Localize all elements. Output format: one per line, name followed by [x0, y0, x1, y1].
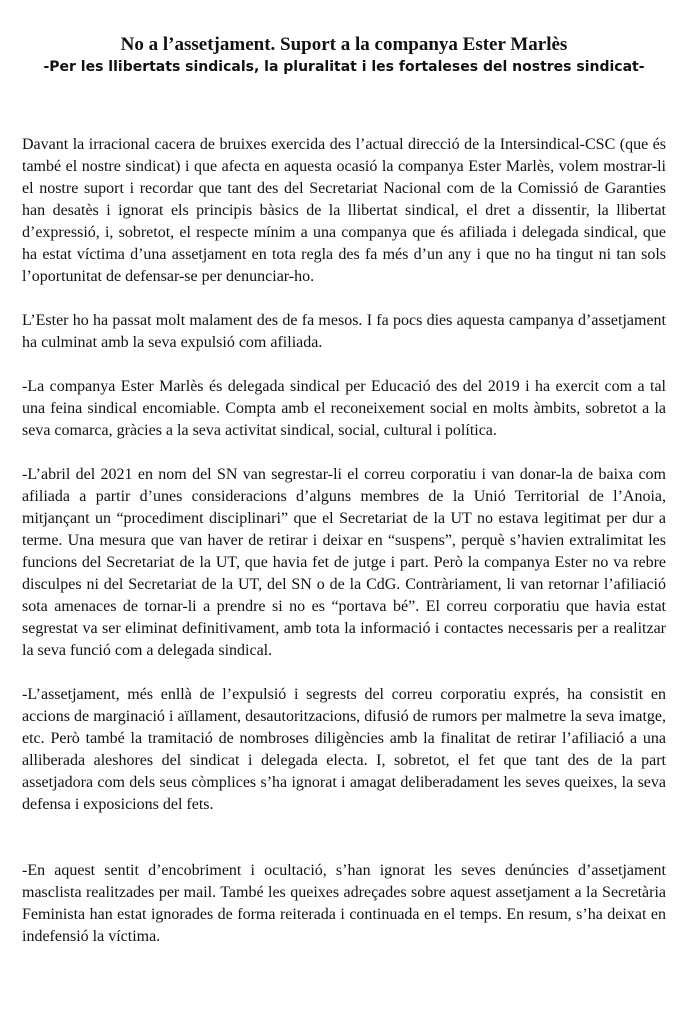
- document-subtitle: -Per les llibertats sindicals, la pluralitat i les fortaleses del nostres sindicat-: [43, 59, 645, 75]
- paragraph-intro: Davant la irracional cacera de bruixes exercida des l’actual direcció de la Intersindical-CSC (que és també el nostre sindicat) i que afecta en aquesta ocasió la companya Ester Marlès, volem mostrar-li el nostre suport i recordar que tant des del Secretariat Nacional com de la Comissió de Garanties han desatès i ignorat els principis bàsics de la llibertat sindical, el dret a dissentir, la llibertat d’expressió, i, sobretot, el respecte mínim a una companya que és afiliada i delegada sindical, que ha estat víctima d’una assetjament en tota regla des fa més d’un any i que no ha tingut ni tan sols l’oportunitat de defensar-se per denunciar-ho.: [22, 136, 666, 285]
- paragraph-concealment: -En aquest sentit d’encobriment i ocultació, s’han ignorat les seves denúncies d’assetjament masclista realitzades per mail. També les queixes adreçades sobre aquest assetjament a la Secretària Feminista han estat ignorades de forma reiterada i continuada en el temps. En resum, s’ha deixat en indefensió la víctima.: [22, 862, 666, 945]
- paragraph-expulsion: L’Ester ho ha passat molt malament des de fa mesos. I fa pocs dies aquesta campanya d’assetjament ha culminat amb la seva expulsió com afiliada.: [22, 312, 666, 351]
- paragraph-harassment: -L’assetjament, més enllà de l’expulsió i segrests del correu corporatiu exprés, ha consistit en accions de marginació i aïllament, desautoritzacions, difusió de rumors per malmetre la seva imatge, etc. Però també la tramitació de nombroses diligències amb la finalitat de retirar l’afiliació a una alliberada aleshores del sindicat i delegada electa. I, sobretot, el fet que tant des de la part assetjadora com dels seus còmplices s’ha ignorat i amagat deliberadament les seves queixes, la seva defensa i exposicions del fets.: [22, 686, 666, 813]
- paragraph-april-2021: -L’abril del 2021 en nom del SN van segrestar-li el correu corporatiu i van donar-la de baixa com afiliada a partir d’unes consideracions d’alguns membres de la Unió Territorial de l’Anoia, mitjançant un “procediment disciplinari” que el Secretariat de la UT no estava legitimat per dur a terme. Una mesura que van haver de retirar i deixar en “suspens”, perquè s’havien extralimitat les funcions del Secretariat de la UT, que havia fet de jutge i part. Però la companya Ester no va rebre disculpes ni del Secretariat de la UT, del SN o de la CdG. Contràriament, li van retornar l’afiliació sota amenaces de tornar-li a prendre si no es “portava bé”. El correu corporatiu que havia estat segrestat va ser eliminat definitivament, amb tota la informació i contactes necessaris per a realitzar la seva funció com a delegada sindical.: [22, 466, 666, 659]
- paragraph-delegate: -La companya Ester Marlès és delegada sindical per Educació des del 2019 i ha exercit com a tal una feina sindical encomiable. Compta amb el reconeixement social en molts àmbits, sobretot a la seva comarca, gràcies a la seva activitat sindical, social, cultural i política.: [22, 378, 666, 439]
- document-title: No a l’assetjament. Suport a la companya Ester Marlès: [120, 34, 568, 55]
- document-body: [22, 134, 666, 948]
